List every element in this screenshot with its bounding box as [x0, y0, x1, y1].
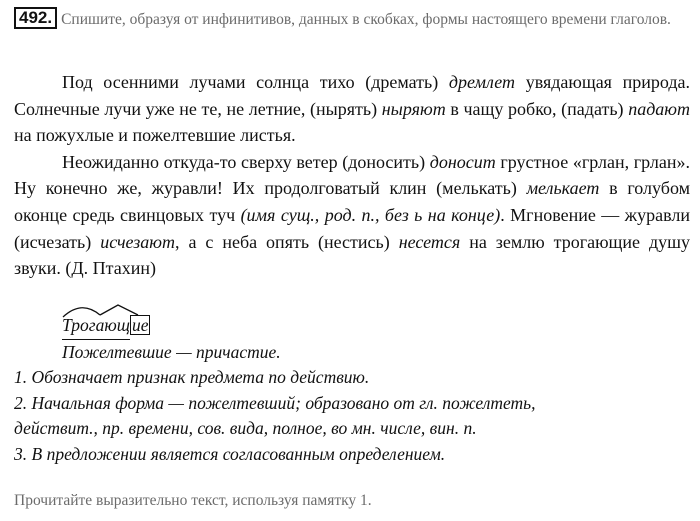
- analysis-item-2b: действит., пр. времени, сов. вида, полное, во мн. числе, вин. п.: [14, 418, 477, 439]
- paragraph-1: [14, 69, 690, 149]
- text-span: , а с неба опять (нестись): [175, 231, 399, 252]
- verb-answer: доносит: [429, 151, 496, 172]
- analysis-item-2a: 2. Начальная форма — пожелтевший; образовано от гл. пожелтеть,: [14, 392, 536, 413]
- task-instruction: Спишите, образуя от инфинитивов, данных в скобках, формы настоящего времени глаголов.: [61, 11, 671, 28]
- verb-answer: несется: [398, 231, 461, 252]
- text-span: на землю трогающие душу звуки. (Д. Птахин): [14, 231, 691, 279]
- grammar-note: (имя сущ., род. п., без ь на конце): [240, 204, 501, 225]
- footer-task: Прочитайте выразительно текст, используя памятку 1.: [14, 492, 372, 509]
- analysis-item-1: 1. Обозначает признак предмета по действию.: [14, 367, 370, 388]
- verb-answer: ныряют: [381, 98, 446, 119]
- verb-answer: падают: [628, 98, 690, 119]
- text-span: в голубом оконце средь свинцовых туч: [14, 178, 690, 225]
- text-span: грустное «грлан, грлан». Ну конечно же, журавли! Их продолговатый клин (мелькать): [14, 151, 690, 199]
- text-span: в чащу робко, (падать): [445, 98, 629, 119]
- text-span: на пожухлые и пожелтевшие листья.: [14, 125, 296, 146]
- task-number: 492.: [14, 7, 57, 29]
- text-span: . Мгновение — журавли (исчезать): [14, 204, 690, 252]
- word-stem: Трогающ: [62, 313, 130, 340]
- parsed-word-line: [14, 313, 690, 340]
- exercise-text: [14, 69, 690, 282]
- paragraph-2: [14, 149, 690, 282]
- text-span: Под осенними лучами солнца тихо (дремать): [62, 72, 449, 92]
- analysis-item-3: 3. В предложении является согласованным определением.: [14, 443, 446, 464]
- verb-answer: исчезают: [100, 231, 175, 252]
- verb-answer: мелькает: [526, 178, 600, 199]
- verb-answer: дремлет: [448, 72, 516, 92]
- analysis-heading: Пожелтевшие — причастие.: [62, 341, 281, 362]
- parsed-word: [62, 313, 150, 340]
- text-span: Неожиданно откуда-то сверху ветер (доносить): [62, 151, 430, 172]
- task-header: [14, 7, 694, 30]
- morphological-analysis: [14, 313, 690, 468]
- text-span: увядающая природа. Солнечные лучи уже не те, не летние, (нырять): [14, 72, 690, 119]
- word-ending: ие: [131, 315, 149, 335]
